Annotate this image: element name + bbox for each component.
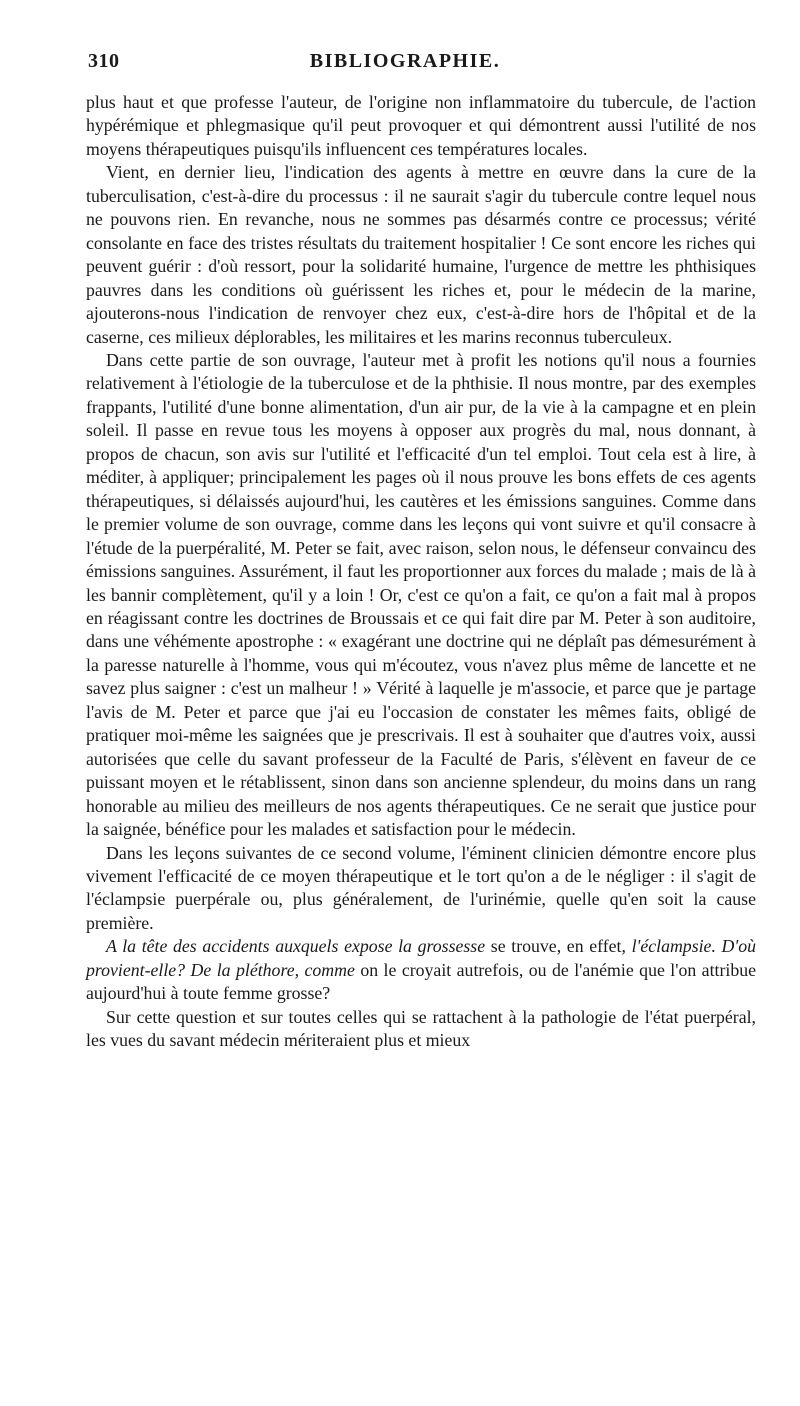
paragraph-continuation: plus haut et que professe l'auteur, de l'origine non inflammatoire du tubercule, de l'action hypérémique et phlegmasique qu'il peut provoquer et qui démontrent aussi l'utilité de nos moyens thérapeutiques puisqu'ils influencent ces températures locales. [86, 92, 756, 159]
paragraph: Vient, en dernier lieu, l'indication des agents à mettre en œuvre dans la cure de la tuberculisation, c'est-à-dire du processus : il ne saurait s'agir du tubercule contre lequel nous ne pouvons rien. En revanche, nous ne sommes pas désarmés contre ce processus; vérité consolante en face des tristes résultats du traitement hospitalier ! Ce sont encore les riches qui peuvent guérir : d'où ressort, pour la solidarité humaine, l'urgence de mettre les phthisiques pauvres dans les conditions où guérissent les riches et, pour le médecin de la marine, ajouterons-nous l'indication de renvoyer chez eux, c'est-à-dire hors de l'hôpital et de la caserne, ces milieux déplorables, les militaires et les marins reconnus tuberculeux. [86, 162, 756, 347]
plain-text: se trouve, en effet, [485, 936, 632, 957]
body-text [86, 91, 756, 1053]
italic-text: A la tête des accidents auxquels expose la grossesse [106, 936, 486, 957]
italic-text: l'éclampsie. D'où provient-elle? De la pléthore, comme [86, 936, 756, 980]
paragraph: Sur cette question et sur toutes celles qui se rattachent à la pathologie de l'état puerpéral, les vues du savant médecin mériteraient plus et mieux [86, 1006, 756, 1051]
paragraph [86, 935, 756, 1005]
running-title: BIBLIOGRAPHIE. [309, 50, 501, 72]
paragraph: Dans les leçons suivantes de ce second volume, l'éminent clinicien démontre encore plus vivement l'efficacité de ce moyen thérapeutique et le tort qu'on a de le négliger : il s'agit de l'éclampsie puerpérale ou, plus généralement, de l'urinémie, quelle qu'en soit la cause première. [86, 842, 756, 933]
running-head [88, 50, 722, 76]
plain-text: on le croyait autrefois, ou de l'anémie que l'on attribue aujourd'hui à toute femme grosse? [86, 959, 756, 1004]
page-number: 310 [88, 50, 120, 72]
paragraph: Dans cette partie de son ouvrage, l'auteur met à profit les notions qu'il nous a fournies relativement à l'étiologie de la tuberculose et de la phthisie. Il nous montre, par des exemples frappants, l'utilité d'une bonne alimentation, d'un air pur, de la vie à la campagne et en plein soleil. Il passe en revue tous les moyens à opposer aux progrès du mal, nous donnant, à propos de chacun, son avis sur l'utilité et l'efficacité d'un tel emploi. Tout cela est à lire, à méditer, à appliquer; principalement les pages où il nous prouve les bons effets de ces agents thérapeutiques, si délaissés aujourd'hui, les cautères et les émissions sanguines. Comme dans le premier volume de son ouvrage, comme dans les leçons qui vont suivre et qu'il consacre à l'étude de la puerpéralité, M. Peter se fait, avec raison, selon nous, le défenseur convaincu des émissions sanguines. Assurément, il faut les proportionner aux forces du malade ; mais de là à les bannir complètement, qu'il y a loin ! Or, c'est ce qu'on a fait, ce qu'on a fait mal à propos en réagissant contre les doctrines de Broussais et ce qui fait dire par M. Peter à son auditoire, dans une véhémente apostrophe : « exagérant une doctrine qui ne déplaît pas démesurément à la paresse naturelle à l'homme, vous qui m'écoutez, vous n'avez plus même de lancette et ne savez plus saigner : c'est un malheur ! » Vérité à laquelle je m'associe, et parce que je partage l'avis de M. Peter et parce que j'ai eu l'occasion de constater les mêmes faits, obligé de pratiquer moi-même les saignées que je prescrivais. Il est à souhaiter que d'autres voix, aussi autorisées que celle du savant professeur de la Faculté de Paris, s'élèvent en faveur de ce puissant moyen et le rétablissent, sinon dans son ancienne splendeur, du moins dans un rang honorable au milieu des meilleurs de nos agents thérapeutiques. Ce ne serait que justice pour la saignée, bénéfice pour les malades et satisfaction pour le médecin. [86, 349, 756, 840]
